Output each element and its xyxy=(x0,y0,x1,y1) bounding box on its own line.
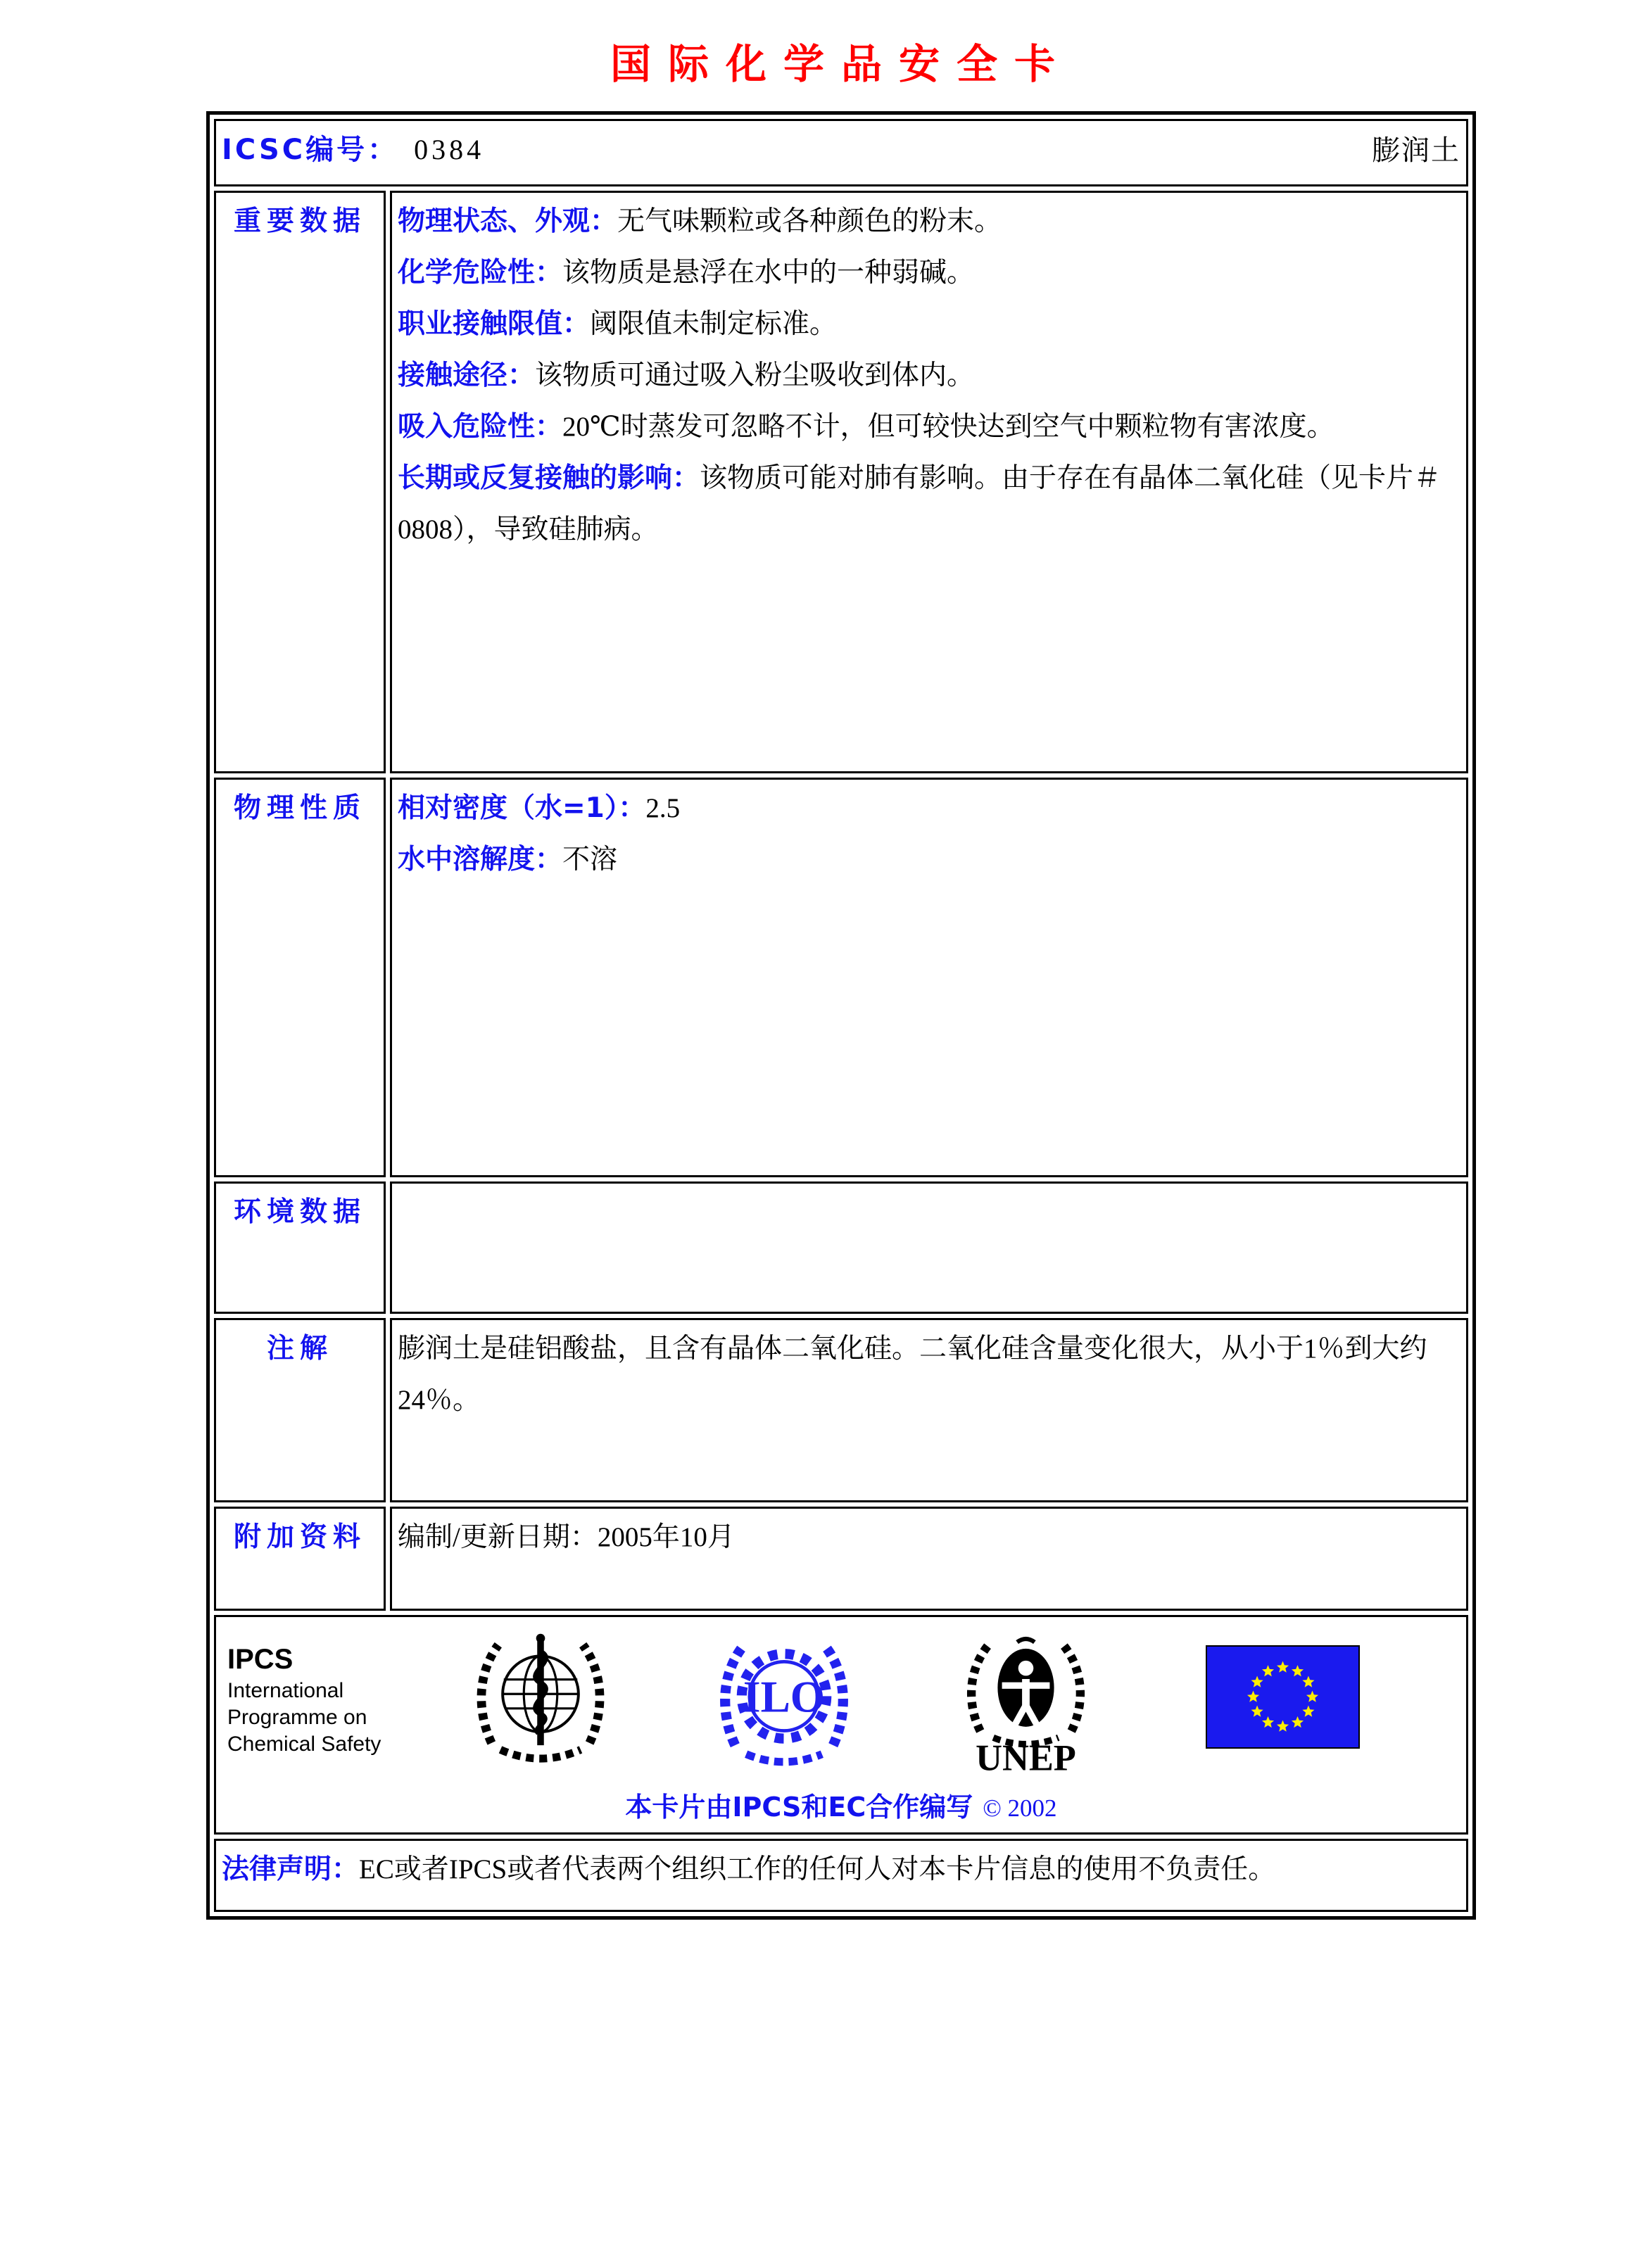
section-row-notes xyxy=(214,1318,1468,1502)
data-item: 编制/更新日期：2005年10月 xyxy=(398,1522,735,1552)
who-logo-icon xyxy=(474,1628,607,1797)
ipcs-acronym: IPCS xyxy=(227,1644,294,1675)
section-content-additional-information xyxy=(390,1507,1468,1611)
copyright-line xyxy=(216,1787,1466,1828)
section-label-notes: 注解 xyxy=(214,1318,386,1502)
section-label-physical-properties: 物理性质 xyxy=(214,778,386,1177)
header-cell xyxy=(214,119,1468,186)
data-item: 相对密度（水=1）：2.5 xyxy=(398,792,681,824)
section-row-environmental-data xyxy=(214,1181,1468,1314)
icsc-number-group xyxy=(222,124,484,176)
section-row-physical-properties xyxy=(214,778,1468,1177)
ipcs-subtitle-line: Programme on xyxy=(227,1706,367,1729)
icsc-number-label: ICSC编号： xyxy=(222,134,399,166)
legal-row xyxy=(214,1839,1468,1912)
section-row-important-data xyxy=(214,191,1468,773)
section-row-additional-information xyxy=(214,1507,1468,1611)
data-item: 长期或反复接触的影响：该物质可能对肺有影响。由于存在有晶体二氧化硅（见卡片＃0808），导致硅肺病。 xyxy=(398,462,1441,545)
ilo-logo-text: ILO xyxy=(743,1672,826,1722)
data-item: 吸入危险性：20℃时蒸发可忽略不计，但可较快达到空气中颗粒物有害浓度。 xyxy=(398,411,1334,443)
ipcs-subtitle-line: Chemical Safety xyxy=(227,1732,381,1756)
ipcs-block xyxy=(227,1641,381,1758)
data-item: 接触途径：该物质可通过吸入粉尘吸收到体内。 xyxy=(398,360,975,391)
section-content-important-data xyxy=(390,191,1468,773)
section-content-physical-properties xyxy=(390,778,1468,1177)
legal-notice-label: 法律声明： xyxy=(222,1854,360,1885)
copyright-text: 本卡片由IPCS和EC合作编写 xyxy=(625,1792,973,1823)
data-item: 职业接触限值：阈限值未制定标准。 xyxy=(398,308,838,340)
section-content-environmental-data xyxy=(390,1181,1468,1314)
legal-cell xyxy=(214,1839,1468,1912)
data-item: 化学危险性：该物质是悬浮在水中的一种弱碱。 xyxy=(398,257,975,289)
section-label-environmental-data: 环境数据 xyxy=(214,1181,386,1314)
chemical-name: 膨润土 xyxy=(1372,134,1460,166)
eu-flag-icon xyxy=(1206,1645,1360,1766)
legal-notice-text: EC或者IPCS或者代表两个组织工作的任何人对本卡片信息的使用不负责任。 xyxy=(359,1854,1276,1884)
section-label-additional-information: 附加资料 xyxy=(214,1507,386,1611)
data-item: 物理状态、外观：无气味颗粒或各种颜色的粉末。 xyxy=(398,205,1002,237)
icsc-number-value: 0384 xyxy=(414,134,485,165)
header-row xyxy=(214,119,1468,186)
unep-logo-icon xyxy=(961,1628,1091,1797)
safety-card-table xyxy=(206,111,1476,1920)
logos-row xyxy=(214,1615,1468,1835)
data-item: 膨润土是硅铝酸盐，且含有晶体二氧化硅。二氧化硅含量变化很大，从小于1％到大约24％。 xyxy=(398,1333,1427,1415)
section-label-important-data: 重要数据 xyxy=(214,191,386,773)
section-content-notes xyxy=(390,1318,1468,1502)
data-item: 水中溶解度：不溶 xyxy=(398,844,618,875)
page-title: 国际化学品安全卡 xyxy=(610,40,1072,88)
ipcs-subtitle-line: International xyxy=(227,1679,344,1702)
logos-cell xyxy=(214,1615,1468,1835)
ilo-logo-icon xyxy=(717,1628,851,1797)
copyright-year: © 2002 xyxy=(983,1794,1057,1822)
unep-logo-text: UNEP xyxy=(976,1737,1076,1779)
